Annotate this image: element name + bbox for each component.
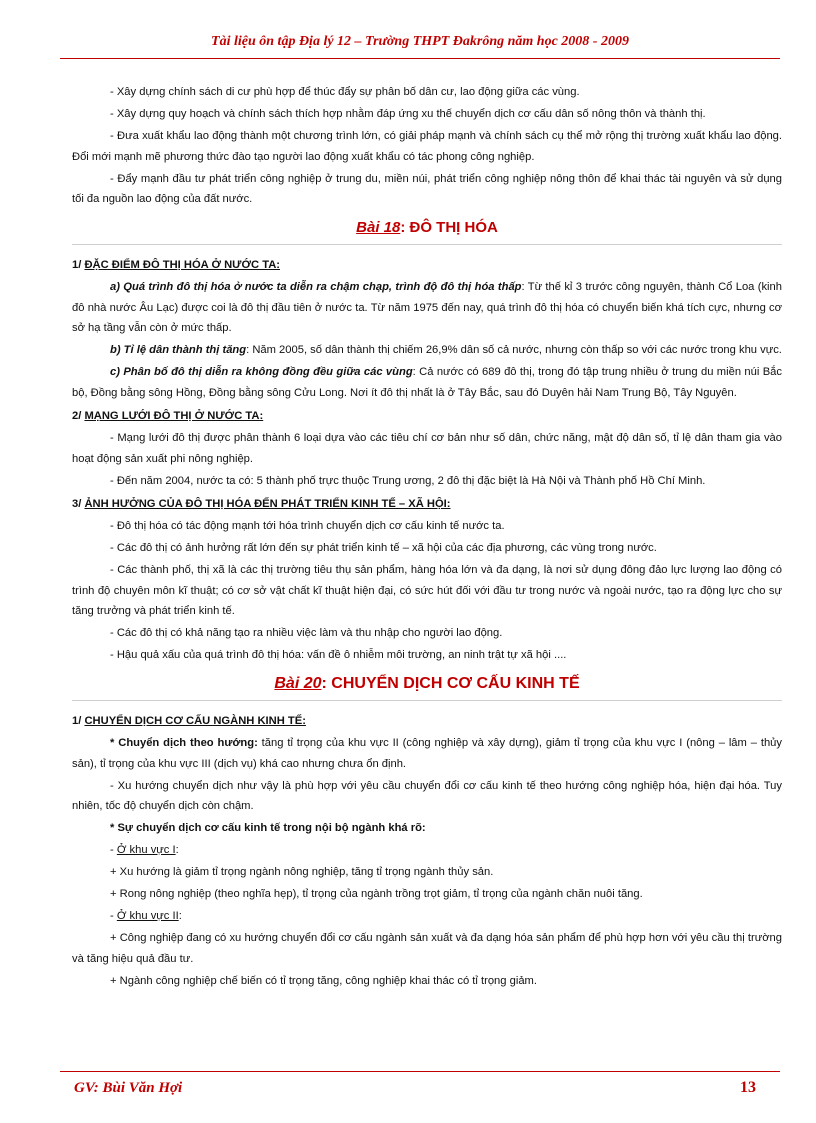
section-number: 2/ xyxy=(72,410,85,422)
zone-1-suffix: : xyxy=(175,844,179,856)
lesson-18-title: : ĐÔ THỊ HÓA xyxy=(400,218,498,236)
zone-1-paragraph-1: + Xu hướng là giảm tỉ trọng ngành nông nghiệp, tăng tỉ trọng ngành thủy sản. xyxy=(110,866,494,878)
zone-1-prefix: - xyxy=(110,844,117,856)
zone-2-paragraph-1: + Công nghiệp đang có xu hướng chuyển đổi cơ cấu ngành sản xuất và đa dạng hóa sản phẩm để phù hợp hơn với yêu cầu thị trường và tăng hiệu quả đầu tư. xyxy=(72,932,782,965)
zone-2-suffix: : xyxy=(178,910,182,922)
shift-paragraph-2: - Xu hướng chuyển dịch như vậy là phù hợp với yêu cầu chuyển đổi cơ cấu kinh tế theo hướng công nghiệp hóa, hiện đại hóa. Tuy nhiên, tốc độ chuyển dịch còn chậm. xyxy=(72,779,782,812)
point-b-label: b) Tỉ lệ dân thành thị tăng xyxy=(110,344,247,356)
point-a-text: : Từ thế kỉ 3 trước công nguyên, thành Cổ Loa (kinh đô nhà nước Âu Lạc) được coi là đô thị đầu tiên ở nước ta. Từ năm 1975 đến nay, quá trình đô thị hóa có chuyển biến khá tích cực, nhưng cơ sở hạ tầng vẫn còn ở mức thấp. xyxy=(72,281,782,334)
document-body xyxy=(72,82,782,993)
section-heading-urban-network xyxy=(72,406,782,427)
shift-trend-label: * Chuyển dịch theo hướng: xyxy=(110,737,258,749)
intro-paragraph-3: - Đưa xuất khẩu lao động thành một chương trình lớn, có giải pháp mạnh và chính sách cụ thể mở rộng thị trường xuất khẩu lao động. Đổi mới mạnh mẽ phương thức đào tạo người lao động xuất khẩu có tác phong công nghiệp. xyxy=(72,130,782,163)
page-number: 13 xyxy=(740,1079,756,1096)
lesson-20-number: Bài 20 xyxy=(274,674,322,692)
urban-network-paragraph-2: - Đến năm 2004, nước ta có: 5 thành phố trực thuộc Trung ương, 2 đô thị đặc biệt là Hà Nội và Thành phố Hồ Chí Minh. xyxy=(110,474,706,487)
internal-shift-label: * Sự chuyển dịch cơ cấu kinh tế trong nội bộ ngành khá rõ: xyxy=(110,822,426,834)
lesson-20-title: : CHUYỂN DỊCH CƠ CẤU KINH TẾ xyxy=(321,674,580,692)
zone-2-label: Ở khu vực II xyxy=(116,910,179,922)
section-number: 3/ xyxy=(72,498,85,510)
section-title: ẢNH HƯỞNG CỦA ĐÔ THỊ HÓA ĐẾN PHÁT TRIỂN KINH TẾ – XÃ HỘI: xyxy=(84,498,451,510)
footer-author: GV: Bùi Văn Hợi xyxy=(74,1080,183,1096)
zone-1-paragraph-2: + Rong nông nghiệp (theo nghĩa hẹp), tỉ trọng của ngành trồng trọt giảm, tỉ trọng của ngành chăn nuôi tăng. xyxy=(110,888,643,900)
shift-trend-paragraph xyxy=(72,733,782,774)
footer-rule xyxy=(60,1071,780,1072)
paragraph-point-c xyxy=(72,362,782,403)
zone-2-heading xyxy=(72,906,782,927)
zone-1-heading xyxy=(72,840,782,861)
section-number: 1/ xyxy=(72,715,85,727)
page-header: Tài liệu ôn tập Địa lý 12 – Trường THPT Đakrông năm học 2008 - 2009 xyxy=(211,34,629,49)
point-c-label: c) Phân bố đô thị diễn ra không đồng đều giữa các vùng xyxy=(110,366,413,378)
point-b-text: : Năm 2005, số dân thành thị chiếm 26,9% dân số cả nước, nhưng còn thấp so với các nước trong khu vực. xyxy=(246,344,782,356)
impact-paragraph-5: - Hậu quả xấu của quá trình đô thị hóa: vấn đề ô nhiễm môi trường, an ninh trật tự xã hội .... xyxy=(110,649,567,661)
section-heading-urbanization-features xyxy=(72,255,782,276)
shift-trend-text: tăng tỉ trọng của khu vực II (công nghiệp và xây dựng), giảm tỉ trọng của khu vực I (nông – lâm – thủy sản), tỉ trọng của khu vực III (dịch vụ) khá cao nhưng chưa ổn định. xyxy=(72,737,782,770)
lesson-18-heading xyxy=(72,218,782,246)
impact-paragraph-3: - Các thành phố, thị xã là các thị trường tiêu thụ sản phẩm, hàng hóa lớn và đa dạng, là nơi sử dụng đông đảo lực lượng lao động có trình độ chuyên môn kĩ thuật; có cơ sở vật chất kĩ thuật hiện đại, có sức hút đối với đầu tư trong nước và ngoài nước, tạo ra động lực cho sự tăng trưởng và phát triển kinh tế. xyxy=(72,564,782,617)
section-title: CHUYỂN DỊCH CƠ CẤU NGÀNH KINH TẾ: xyxy=(84,715,306,727)
section-heading-urbanization-impact xyxy=(72,494,782,515)
point-c-text: : Cả nước có 689 đô thị, trong đó tập trung nhiều ở trung du miền núi Bắc bộ, Đồng bằng sông Hồng, Đồng bằng sông Cửu Long. Nơi ít đô thị nhất là ở Tây Bắc, sau đó Duyên hải Nam Trung Bộ, Tây Nguyên. xyxy=(72,366,782,399)
impact-paragraph-4: - Các đô thị có khả năng tạo ra nhiều việc làm và thu nhập cho người lao động. xyxy=(110,627,503,639)
lesson-20-heading xyxy=(72,674,782,702)
urban-network-paragraph-1: - Mạng lưới đô thị được phân thành 6 loại dựa vào các tiêu chí cơ bản như số dân, chức năng, mật độ dân số, tỉ lệ dân tham gia vào hoạt động sản xuất phi nông nghiệp. xyxy=(72,432,782,465)
zone-2-prefix: - xyxy=(110,910,117,922)
impact-paragraph-1: - Đô thị hóa có tác động mạnh tới hóa trình chuyển dịch cơ cấu kinh tế nước ta. xyxy=(110,520,505,532)
section-title: MẠNG LƯỚI ĐÔ THỊ Ở NƯỚC TA: xyxy=(84,410,264,422)
impact-paragraph-2: - Các đô thị có ảnh hưởng rất lớn đến sự phát triển kinh tế – xã hội của các địa phương, các vùng trong nước. xyxy=(110,542,657,554)
lesson-18-number: Bài 18 xyxy=(356,218,401,236)
paragraph-point-b xyxy=(72,340,782,361)
section-title: ĐẶC ĐIỂM ĐÔ THỊ HÓA Ở NƯỚC TA: xyxy=(84,259,280,271)
point-a-label: a) Quá trình đô thị hóa ở nước ta diễn ra chậm chạp, trình độ đô thị hóa thấp xyxy=(110,281,522,293)
header-rule xyxy=(60,58,780,59)
zone-2-paragraph-2: + Ngành công nghiệp chế biến có tỉ trọng tăng, công nghiệp khai thác có tỉ trọng giảm. xyxy=(110,974,537,987)
intro-paragraph-1: - Xây dựng chính sách di cư phù hợp để thúc đẩy sự phân bố dân cư, lao động giữa các vùng. xyxy=(110,86,580,98)
intro-paragraph-2: - Xây dựng quy hoạch và chính sách thích hợp nhằm đáp ứng xu thế chuyển dịch cơ cấu dân số nông thôn và thành thị. xyxy=(110,108,706,120)
zone-1-label: Ở khu vực I xyxy=(116,844,176,856)
section-number: 1/ xyxy=(72,259,85,271)
paragraph-point-a xyxy=(72,277,782,339)
intro-paragraph-4: - Đẩy mạnh đầu tư phát triển công nghiệp ở trung du, miền núi, phát triển công nghiệp nông thôn để khai thác tài nguyên và sử dụng tối đa nguồn lao động của đất nước. xyxy=(72,172,782,205)
section-heading-sector-shift xyxy=(72,711,782,732)
